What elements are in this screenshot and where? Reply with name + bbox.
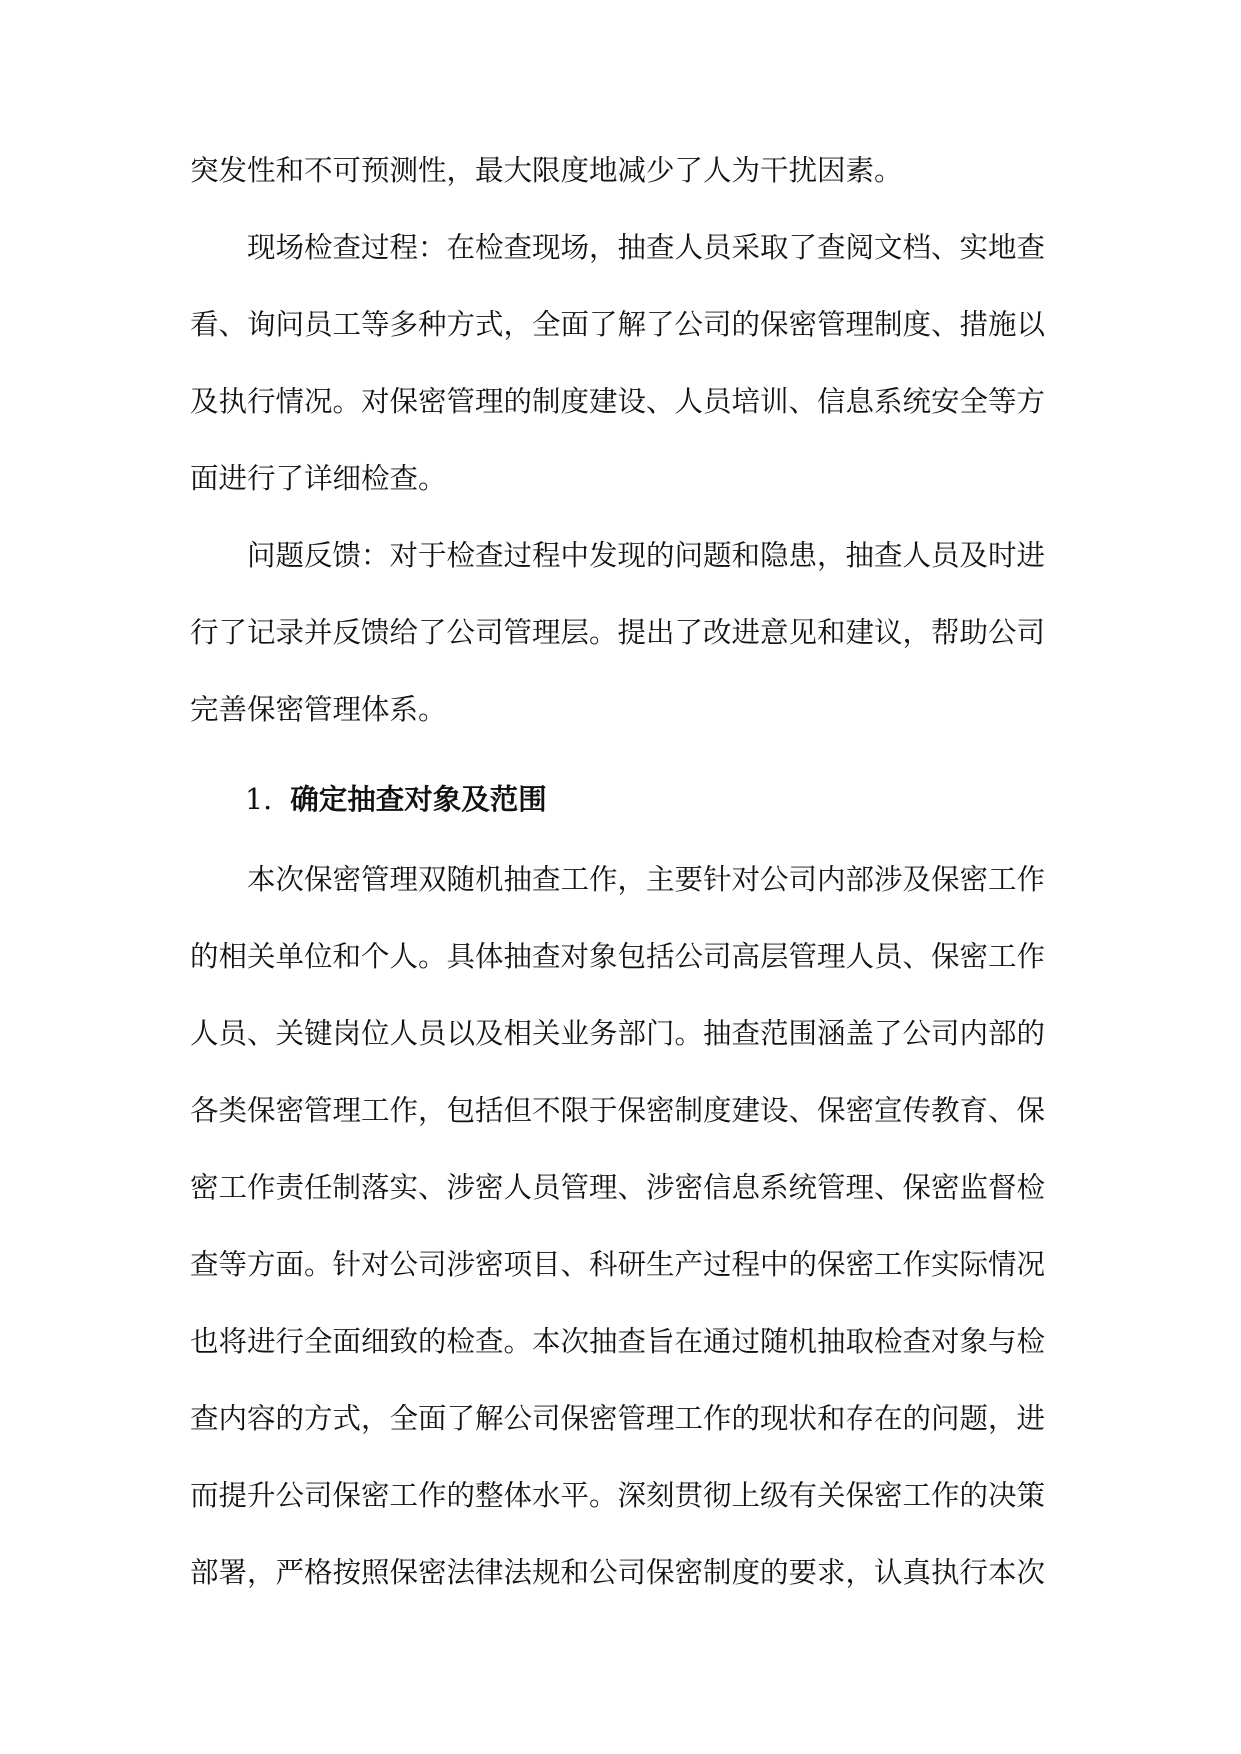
paragraph-line: 人员、关键岗位人员以及相关业务部门。抽查范围涵盖了公司内部的 — [190, 1017, 1046, 1050]
paragraph-line: 面进行了详细检查。 — [190, 462, 447, 495]
paragraph-line: 本次保密管理双随机抽查工作，主要针对公司内部涉及保密工作 — [247, 863, 1046, 896]
paragraph-line: 查等方面。针对公司涉密项目、科研生产过程中的保密工作实际情况 — [190, 1248, 1046, 1281]
paragraph-line: 的相关单位和个人。具体抽查对象包括公司高层管理人员、保密工作 — [190, 940, 1046, 973]
paragraph-line: 而提升公司保密工作的整体水平。深刻贯彻上级有关保密工作的决策 — [190, 1479, 1046, 1512]
paragraph-line: 完善保密管理体系。 — [190, 693, 447, 726]
paragraph-line: 密工作责任制落实、涉密人员管理、涉密信息系统管理、保密监督检 — [190, 1171, 1046, 1204]
paragraph-line: 部署，严格按照保密法律法规和公司保密制度的要求，认真执行本次 — [190, 1556, 1046, 1589]
paragraph-line: 现场检查过程：在检查现场，抽查人员采取了查阅文档、实地查 — [247, 231, 1046, 264]
paragraph-line: 看、询问员工等多种方式，全面了解了公司的保密管理制度、措施以 — [190, 308, 1046, 341]
section-heading — [245, 783, 547, 816]
paragraph-line: 查内容的方式，全面了解公司保密管理工作的现状和存在的问题，进 — [190, 1402, 1046, 1435]
paragraph-line: 问题反馈：对于检查过程中发现的问题和隐患，抽查人员及时进 — [247, 539, 1046, 572]
section-number: 1. — [245, 783, 273, 816]
paragraph-line: 行了记录并反馈给了公司管理层。提出了改进意见和建议，帮助公司 — [190, 616, 1046, 649]
paragraph-line: 各类保密管理工作，包括但不限于保密制度建设、保密宣传教育、保 — [190, 1094, 1046, 1127]
paragraph-line: 及执行情况。对保密管理的制度建设、人员培训、信息系统安全等方 — [190, 385, 1046, 418]
paragraph-line: 也将进行全面细致的检查。本次抽查旨在通过随机抽取检查对象与检 — [190, 1325, 1046, 1358]
paragraph-line: 突发性和不可预测性，最大限度地减少了人为干扰因素。 — [190, 154, 903, 187]
section-title: 确定抽查对象及范围 — [290, 783, 547, 816]
